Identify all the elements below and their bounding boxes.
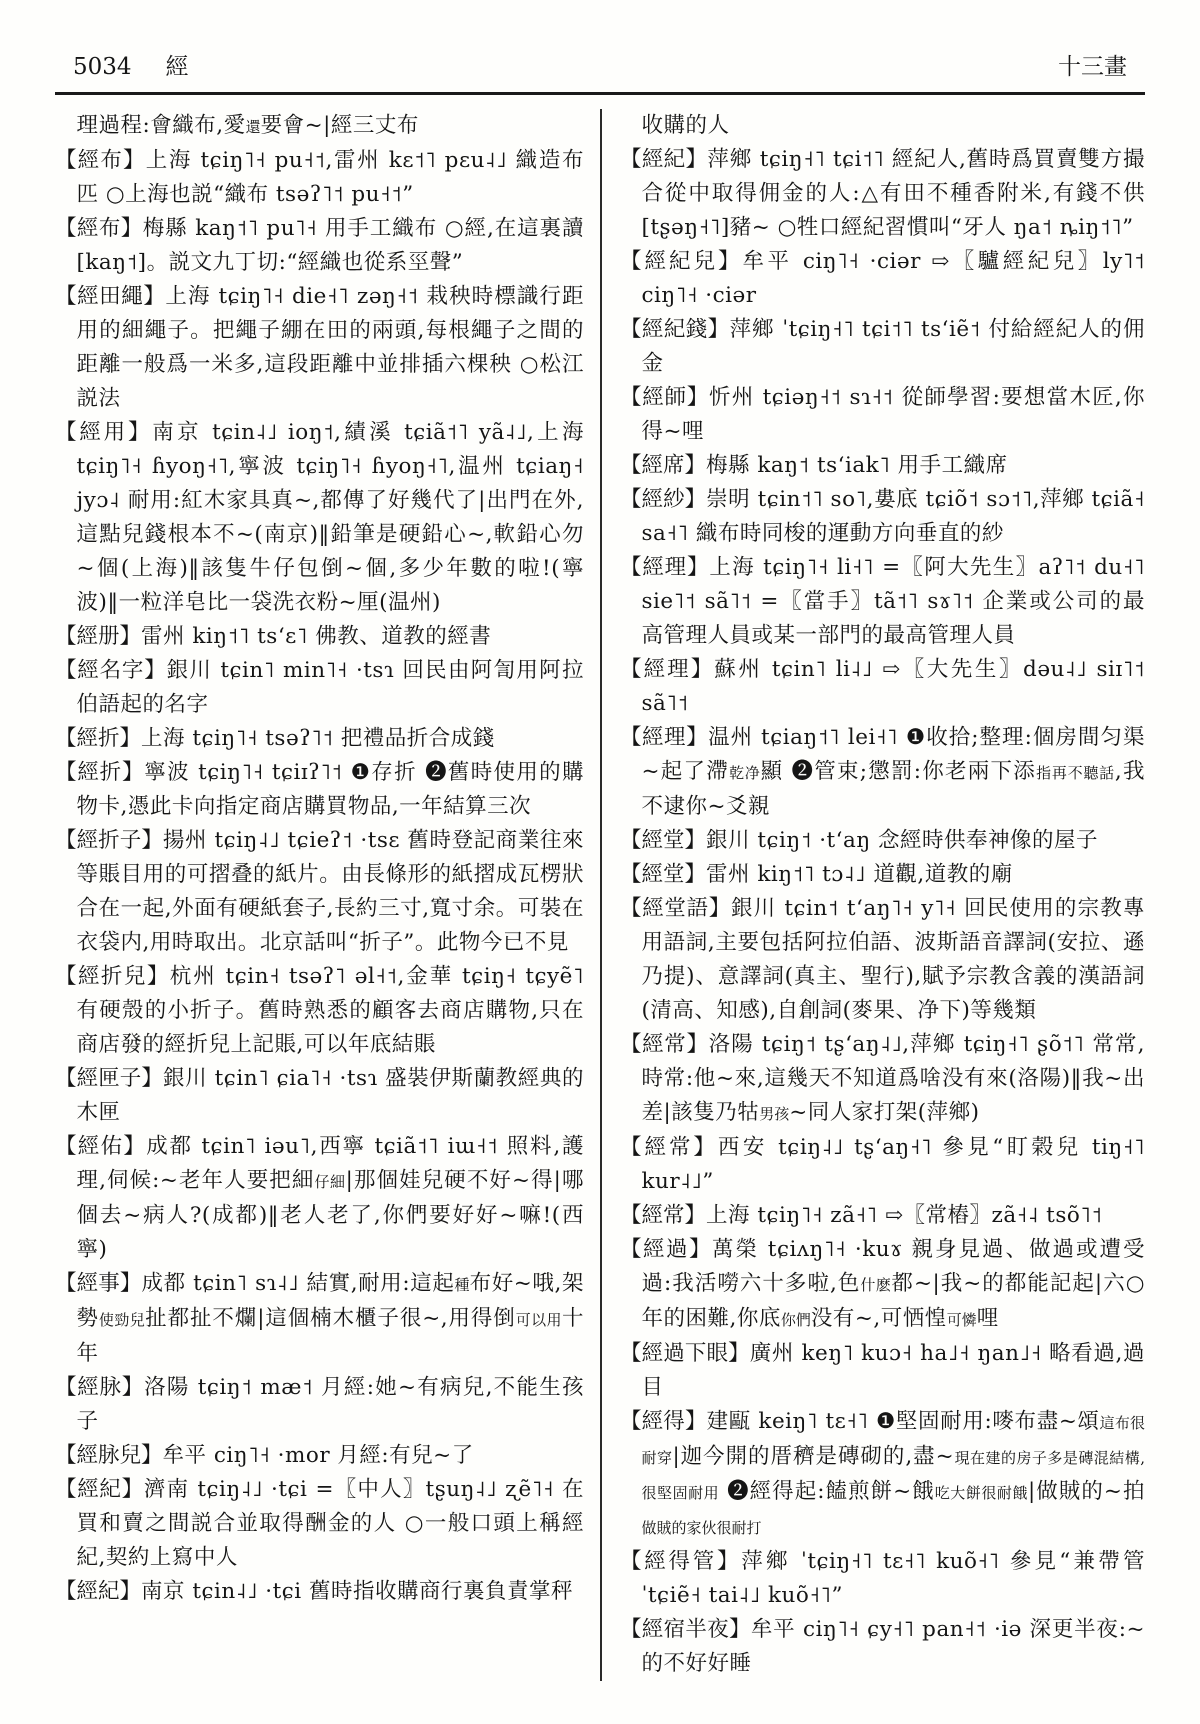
dictionary-entry	[620, 1199, 1145, 1233]
entry-headword: 【經過】	[620, 1237, 712, 1262]
column-right	[600, 109, 1145, 1681]
entry-headword: 【經宿半夜】	[620, 1617, 751, 1642]
dictionary-entry	[55, 824, 584, 960]
entry-headword: 【經事】	[55, 1271, 142, 1296]
dictionary-entry	[620, 653, 1145, 721]
entry-text: 萍鄉 tɕiŋ˧˥ tɕi˦˥ 經紀人,舊時爲買賣雙方撮合從中取得佣金的人:△有田不種香附米,有錢不供[tʂəŋ˧˥]豬~ ○牲口經紀習慣叫“牙人 ŋa˦ ȵiŋ˦˥”	[641, 147, 1145, 240]
dictionary-entry	[620, 381, 1145, 449]
entry-text: 顯 ❷管束;懲罰:你老兩下添	[760, 759, 1037, 784]
entry-text: 銀川 tɕiŋ˦ ·tʻaŋ 念經時供奉神像的屋子	[706, 828, 1099, 853]
dictionary-entry	[55, 212, 584, 280]
entry-headword: 【經折】	[55, 726, 142, 751]
entry-headword: 【經堂】	[620, 828, 707, 853]
entry-headword: 【經常】	[620, 1203, 707, 1228]
entry-text: 上海 tɕiŋ˥˧ die˧˥ zəŋ˧˦ 栽秧時標識行距用的細繩子。把繩子綳在田的兩頭,每根繩子之間的距離一般爲一米多,這段距離中並排插六棵秧 ○松江説法	[76, 284, 584, 411]
entry-text: 要會~|經三丈布	[260, 113, 419, 138]
section-stroke-count: 十三畫	[1058, 54, 1127, 80]
entry-text: 廣州 keŋ˥ kuɔ˧ ha˩˧ ŋan˩˧ 略看過,過目	[641, 1341, 1145, 1400]
dictionary-entry	[55, 280, 584, 416]
entry-headword: 【經册】	[55, 624, 142, 649]
entry-text: ,我不逮你~爻親	[641, 759, 1145, 819]
entry-text: 温州 tɕiaŋ˦˥ lei˧˥ ❶收拾;整理:個房間匀渠~起了滯	[641, 725, 1145, 784]
entry-text: 成都 tɕin˥ iəu˥,西寧 tɕiã˦˥ iɯ˧˦ 照料,護理,伺候:~老年人要把細	[76, 1134, 584, 1193]
dictionary-entry	[620, 551, 1145, 653]
entry-text: 揚州 tɕiŋ˨˩ tɕieʔ˦ ·tsɛ 舊時登記商業往來等賬目用的可摺叠的紙片。由長條形的紙摺成瓦楞狀合在一起,外面有硬紙套子,長約三寸,寬寸余。可裝在衣袋内,用時取出。北京話叫“折子”。此物今已不見	[76, 828, 584, 955]
entry-text: 忻州 tɕiəŋ˧˦ sɿ˧˦ 從師學習:要想當木匠,你得~哩	[641, 385, 1145, 444]
entry-text: 西安 tɕiŋ˨˩ tʂʻaŋ˧˥ 參見“盯榖兒 tiŋ˧˥ kur˨˩”	[641, 1135, 1145, 1194]
inline-gloss: 現在建的房子多是磚混結構,很堅固耐用	[641, 1449, 1145, 1502]
entry-text: 銀川 tɕin˥ min˥˧ ·tsɿ 回民由阿訇用阿拉伯語起的名字	[76, 658, 584, 717]
entry-headword: 【經布】	[55, 148, 146, 173]
dictionary-entry	[55, 144, 584, 212]
entry-text: 牟平 ciŋ˥˧ ·ciər ⇨〖驢經紀兒〗ly˥˦ ciŋ˥˧ ·ciər	[641, 249, 1145, 308]
entry-headword: 【經脉兒】	[55, 1443, 163, 1468]
entry-continuation	[55, 109, 584, 144]
inline-gloss: 可以用	[515, 1311, 562, 1329]
entry-text: 扯都扯不爛|這個楠木櫃子很~,用得倒	[145, 1306, 516, 1331]
entry-text: 成都 tɕin˥ sɿ˨˩ 結實,耐用:這起	[141, 1271, 455, 1296]
inline-gloss: 可憐	[946, 1311, 977, 1329]
entry-text: 南京 tɕin˨˩ ioŋ˦,績溪 tɕiã˦˥ yã˨˩,上海 tɕiŋ˥˧ ɦyoŋ˧˥,寧波 tɕiŋ˥˧ ɦyoŋ˧˥,温州 tɕiaŋ˧ jyɔ˨ 耐用:紅木家具真~,都傳了好幾代了|出門在外,這點兒錢根本不~(南京)‖鉛筆是硬鉛心~,軟鉛心勿~個(上海)‖該隻牛仔包倒~個,多少年數的啦!(寧波)‖一粒洋皂比一袋洗衣粉~厘(温州)	[76, 420, 584, 615]
running-header	[55, 52, 1145, 92]
inline-gloss: 什麽	[860, 1276, 892, 1294]
dictionary-entry	[55, 620, 584, 654]
entry-headword: 【經理】	[620, 725, 709, 750]
entry-headword: 【經紀】	[55, 1579, 142, 1604]
entry-headword: 【經用】	[55, 420, 153, 445]
entry-text: 洛陽 tɕiŋ˦ mæ˦ 月經:她~有病兒,不能生孩子	[76, 1375, 584, 1434]
dictionary-entry	[55, 1371, 584, 1439]
entry-text: 濟南 tɕiŋ˨˩ ·tɕi =〖中人〗tʂuŋ˨˩ ʐẽ˥˧ 在買和賣之間説合並取得酬金的人 ○一般口頭上稱經紀,契約上寫中人	[76, 1477, 584, 1570]
inline-gloss: 種	[454, 1276, 470, 1294]
entry-headword: 【經紀兒】	[620, 249, 743, 274]
entry-text: 都~|我~的都能記起|六○年的困難,你底	[641, 1271, 1145, 1331]
entry-text: 哩	[976, 1306, 999, 1331]
entry-text: 梅縣 kaŋ˦ tsʻiak˥ 用手工織席	[706, 453, 1008, 478]
entry-text: 牟平 ciŋ˥˧ ɕy˧˥ pan˧˦ ·iə 深更半夜:~的不好好睡	[641, 1617, 1145, 1676]
dictionary-entry	[55, 722, 584, 756]
entry-headword: 【經過下眼】	[620, 1341, 750, 1366]
entry-headword: 【經得】	[620, 1409, 707, 1434]
entry-text: 萍鄉 ˈtɕiŋ˧˥ tɛ˧˥ kuõ˧˥ 參見“兼帶管 ˈtɕiẽ˧ tai˨˩ kuõ˧˥”	[641, 1549, 1145, 1608]
entry-headword: 【經堂語】	[620, 896, 731, 921]
entry-headword: 【經田繩】	[55, 284, 166, 309]
dictionary-entry	[55, 960, 584, 1062]
entry-headword: 【經折】	[55, 760, 145, 785]
inline-gloss: 仔細	[314, 1173, 346, 1191]
entry-headword: 【經脉】	[55, 1375, 145, 1400]
entry-headword: 【經常】	[620, 1135, 718, 1160]
inline-gloss: 你們	[780, 1311, 811, 1329]
entry-text: |做賊的~拍	[1028, 1479, 1145, 1504]
dictionary-entry	[620, 1405, 1145, 1545]
column-left	[55, 109, 600, 1681]
dictionary-entry	[55, 1439, 584, 1473]
entry-text: 雷州 kiŋ˦˥ tɔ˨˩ 道觀,道教的廟	[706, 862, 1013, 887]
entry-text: 理過程:會織布,愛	[76, 113, 246, 138]
dictionary-entry	[55, 756, 584, 824]
entry-text: 南京 tɕin˨˩ ·tɕi 舊時指收購商行裏負責掌秤	[141, 1579, 574, 1604]
dictionary-entry	[620, 1233, 1145, 1337]
dictionary-entry	[620, 1337, 1145, 1405]
dictionary-entry	[620, 1028, 1145, 1131]
inline-gloss: 男孩	[759, 1105, 790, 1123]
entry-text: 牟平 ciŋ˥˧ ·mor 月經:有兒~了	[162, 1443, 474, 1468]
page-number: 5034	[73, 54, 132, 80]
dictionary-entry	[620, 143, 1145, 245]
dictionary-entry	[620, 858, 1145, 892]
entry-headword: 【經紀】	[55, 1477, 144, 1502]
dictionary-entry	[55, 1130, 584, 1267]
dictionary-entry	[620, 1545, 1145, 1613]
dictionary-entry	[55, 416, 584, 620]
entry-text: 布好~哦,架勢	[76, 1271, 584, 1331]
entry-headword: 【經佑】	[55, 1134, 147, 1159]
inline-gloss: 指再不聽話	[1036, 764, 1115, 782]
entry-headword: 【經紀錢】	[620, 317, 730, 342]
entry-headword: 【經理】	[620, 657, 715, 682]
entry-text: 收購的人	[641, 113, 730, 138]
dictionary-entry	[620, 721, 1145, 824]
entry-text: 萬榮 tɕiʌŋ˥˧ ·kuɤ 親身見過、做過或遭受過:我活嘮六十多啦,色	[641, 1237, 1145, 1296]
dictionary-entry	[620, 483, 1145, 551]
entry-text: 洛陽 tɕiŋ˦ tʂʻaŋ˨˩,萍鄉 tɕiŋ˧˥ ʂõ˦˥ 常常,時常:他~來,這幾天不知道爲啥没有來(洛陽)‖我~出差|該隻乃牯	[641, 1032, 1145, 1125]
inline-gloss: 吃大餅很耐餓	[934, 1484, 1029, 1502]
dictionary-entry	[55, 1062, 584, 1130]
entry-text: 上海 tɕiŋ˥˧ pu˧˦,雷州 kɛ˦˥ pɛu˨˩ 織造布匹 ○上海也説“織布 tsəʔ˥˦ pu˧˦”	[76, 148, 584, 207]
inline-gloss: 使勁兒	[98, 1311, 146, 1329]
entry-text: ❷經得起:饁煎餅~餓	[719, 1479, 935, 1504]
entry-text: 梅縣 kaŋ˦˥ pu˥˧ 用手工織布 ○經,在這裏讀[kaŋ˦]。説文九丁切:“經織也從系巠聲”	[76, 216, 584, 275]
dictionary-entry	[55, 1575, 584, 1609]
entry-text: 蘇州 tɕin˥ li˨˩ ⇨〖大先生〗dəu˨˩ siɪ˥˦ sã˥˦	[641, 657, 1145, 716]
entry-text: 崇明 tɕin˦˥ so˥,婁底 tɕiõ˦ sɔ˦˥,萍鄉 tɕiã˧ sa˧˥ 織布時同梭的運動方向垂直的紗	[641, 487, 1145, 546]
dictionary-entry	[55, 1267, 584, 1371]
entry-text: 銀川 tɕin˦ tʻaŋ˥˧ y˥˧ 回民使用的宗教專用語詞,主要包括阿拉伯語、波斯語音譯詞(安拉、遜乃提)、意譯詞(真主、聖行),賦予宗教含義的漢語詞(清高、知感),自創詞(麥果、净下)等幾類	[641, 896, 1145, 1023]
entry-text: |那個娃兒硬不好~得|哪個去~病人?(成都)‖老人老了,你們要好好~嘛!(西寧)	[76, 1168, 584, 1262]
dictionary-entry	[55, 1473, 584, 1575]
inline-gloss: 這布很耐穿	[641, 1414, 1145, 1467]
entry-text: 十年	[76, 1306, 584, 1366]
entry-headword: 【經折兒】	[55, 964, 170, 989]
entry-text: 建甌 keiŋ˥ tɛ˧˥ ❶堅固耐用:嘜布盡~頌	[706, 1409, 1100, 1434]
entry-text: |迦今開的厝穧是磚砌的,盡~	[672, 1444, 955, 1469]
entry-text: 雷州 kiŋ˦˥ tsʻɛ˥ 佛教、道教的經書	[141, 624, 492, 649]
dictionary-entry	[620, 449, 1145, 483]
dictionary-entry	[620, 313, 1145, 381]
entry-headword: 【經師】	[620, 385, 710, 410]
dictionary-entry	[620, 1613, 1145, 1681]
entry-text: 萍鄉 ˈtɕiŋ˧˥ tɕi˦˥ tsʻiẽ˦ 付給經紀人的佣金	[641, 317, 1145, 376]
header-rule	[55, 92, 1145, 95]
entry-text: 上海 tɕiŋ˥˧ li˧˥ =〖阿大先生〗aʔ˥˦ du˧˥ sie˥˦ sã˥˦ =〖當手〗tã˦˥ sɤ˥˦ 企業或公司的最高管理人員或某一部門的最高管理人員	[641, 555, 1145, 648]
entry-headword: 【經得管】	[620, 1549, 742, 1574]
dictionary-entry	[620, 1131, 1145, 1199]
text-columns	[55, 109, 1145, 1681]
entry-headword: 【經席】	[620, 453, 707, 478]
dictionary-entry	[620, 892, 1145, 1028]
entry-text: 寧波 tɕiŋ˥˧ tɕiɪʔ˥˦ ❶存折 ❷舊時使用的購物卡,憑此卡向指定商店購買物品,一年結算三次	[76, 760, 584, 819]
inline-gloss: 還	[245, 118, 261, 136]
entry-headword: 【經紀】	[620, 147, 708, 172]
entry-headword: 【經理】	[620, 555, 710, 580]
entry-headword: 【經紗】	[620, 487, 707, 512]
dictionary-entry	[620, 245, 1145, 313]
entry-headword: 【經名字】	[55, 658, 167, 683]
dictionary-entry	[620, 824, 1145, 858]
dictionary-entry	[55, 654, 584, 722]
entry-headword: 【經堂】	[620, 862, 707, 887]
running-head-character: 經	[165, 54, 189, 80]
entry-text: 上海 tɕiŋ˥˧ zã˧˥ ⇨〖常樁〗zã˧˨ tsõ˥˦	[706, 1203, 1103, 1228]
entry-text: 没有~,可恓惶	[810, 1306, 947, 1331]
entry-headword: 【經匣子】	[55, 1066, 164, 1091]
entry-headword: 【經折子】	[55, 828, 163, 853]
entry-text: 銀川 tɕin˥ ɕia˥˧ ·tsɿ 盛裝伊斯蘭教經典的木匣	[76, 1066, 584, 1125]
inline-gloss: 做賊的家伙很耐打	[641, 1519, 762, 1537]
entry-headword: 【經常】	[620, 1032, 709, 1057]
entry-continuation	[620, 109, 1145, 143]
entry-text: 上海 tɕiŋ˥˧ tsəʔ˥˦ 把禮品折合成錢	[141, 726, 495, 751]
entry-text: 杭州 tɕin˧ tsəʔ˥ əl˧˦,金華 tɕiŋ˧ tɕyẽ˥ 有硬殼的小折子。舊時熟悉的顧客去商店購物,只在商店發的經折兒上記賬,可以年底結賬	[76, 964, 584, 1057]
entry-text: ~同人家打架(萍鄉)	[789, 1100, 980, 1125]
entry-headword: 【經布】	[55, 216, 143, 241]
inline-gloss: 乾净	[729, 764, 761, 782]
